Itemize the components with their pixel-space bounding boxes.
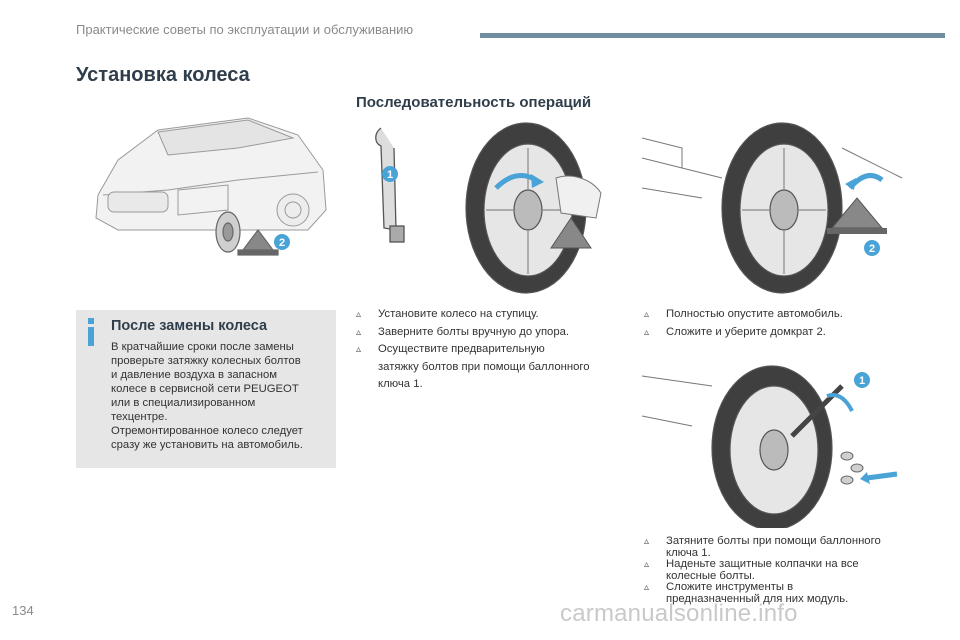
page-number: 134 [12, 603, 34, 618]
step-item: ▵ Полностью опустите автомобиль. [644, 306, 914, 324]
badge-two [864, 240, 880, 256]
step-bullet-icon: ▵ [356, 344, 362, 355]
step-bullet-icon: ▵ [644, 536, 650, 547]
page-title: Установка колеса [76, 64, 250, 86]
info-text [111, 340, 333, 452]
svg-text:2: 2 [868, 243, 876, 255]
info-line: или в специализированном [111, 397, 256, 409]
info-line: техцентре. [111, 411, 168, 423]
svg-text:1: 1 [386, 169, 394, 181]
car-illustration [78, 100, 336, 270]
wheel-wrench-illustration [356, 118, 626, 296]
step-item: ▵ Заверните болты вручную до упора. [356, 324, 626, 342]
info-line: и давление воздуха в запасном [111, 369, 277, 381]
step-bullet-icon: ▵ [644, 326, 650, 338]
header-bar [480, 33, 945, 38]
info-line: проверьте затяжку колесных болтов [111, 355, 301, 367]
step-item: ▵ Сложите и уберите домкрат 2. [644, 324, 914, 342]
step-bullet-icon: ▵ [644, 309, 650, 320]
badge-two [274, 234, 290, 250]
step-item: ▵ Установите колесо на ступицу. [356, 306, 626, 324]
info-line: колесе в сервисной сети PEUGEOT [111, 383, 299, 395]
steps-list-c [644, 536, 924, 605]
step-bullet-icon: ▵ [356, 309, 362, 320]
info-line: В кратчайшие сроки после замены [111, 341, 294, 353]
section-title: Последовательность операций [356, 94, 592, 111]
info-title: После замены колеса [111, 318, 268, 334]
step-bullet-icon: ▵ [644, 582, 650, 593]
running-header: Практические советы по эксплуатации и обслуживанию [76, 22, 414, 37]
tighten-bolts-illustration [642, 356, 906, 528]
info-line: сразу же установить на автомобиль. [111, 439, 303, 451]
badge-one [382, 166, 398, 182]
step-bullet-icon: ▵ [644, 559, 650, 570]
step-item: ▵ Затяните болты при помощи баллонного ключа 1. [644, 535, 881, 559]
lower-car-illustration [642, 118, 906, 296]
step-item: ▵ Наденьте защитные колпачки на все колесные болты. [644, 558, 859, 582]
step-item: ▵ Сложите инструменты в предназначенный для них модуль. [644, 581, 849, 605]
steps-list-a [356, 306, 626, 394]
step-bullet-icon: ▵ [356, 326, 362, 338]
info-icon [86, 318, 96, 346]
svg-text:2: 2 [278, 237, 286, 249]
steps-list-b [644, 306, 914, 341]
watermark: carmanualsonline.info [560, 600, 798, 627]
svg-text:1: 1 [858, 375, 866, 387]
info-line: Отремонтированное колесо следует [111, 425, 303, 437]
badge-one [854, 372, 870, 388]
step-item: ▵ Осуществите предварительную затяжку болтов при помощи баллонного ключа 1. [356, 343, 590, 390]
